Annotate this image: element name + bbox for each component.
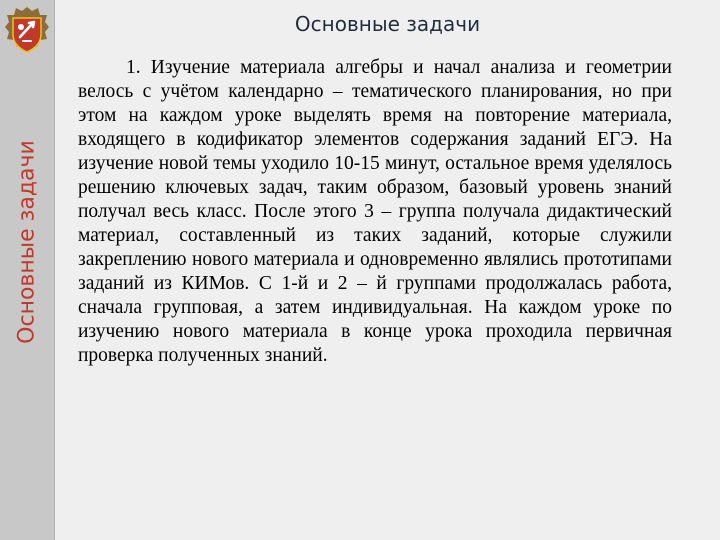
sidebar (0, 0, 54, 540)
sidebar-divider (54, 0, 55, 540)
slide-body-paragraph: 1. Изучение материала алгебры и начал анализа и геометрии велось с учётом календарно – тематического планирования, но при этом на каждом уроке выделять время на повторение материала, входящего в кодификатор элементов содержания заданий ЕГЭ. На изучение новой темы уходило 10-15 минут, остальное время уделялось решению ключевых задач, таким образом, базовый уровень знаний получал весь класс. После этого 3 – группа получала дидактический материал, составленный из таких заданий, которые служили закреплению нового материала и одновременно являлись прототипами заданий из КИМов. С 1-й и 2 – й группами продолжалась работа, сначала групповая, а затем индивидуальная. На каждом уроке по изучению нового материала в конце урока проходила первичная проверка полученных знаний. (78, 57, 672, 366)
slide-title: Основные задачи (294, 12, 481, 36)
coat-of-arms-icon (4, 6, 50, 56)
vertical-section-title: Основные задачи (14, 140, 40, 344)
